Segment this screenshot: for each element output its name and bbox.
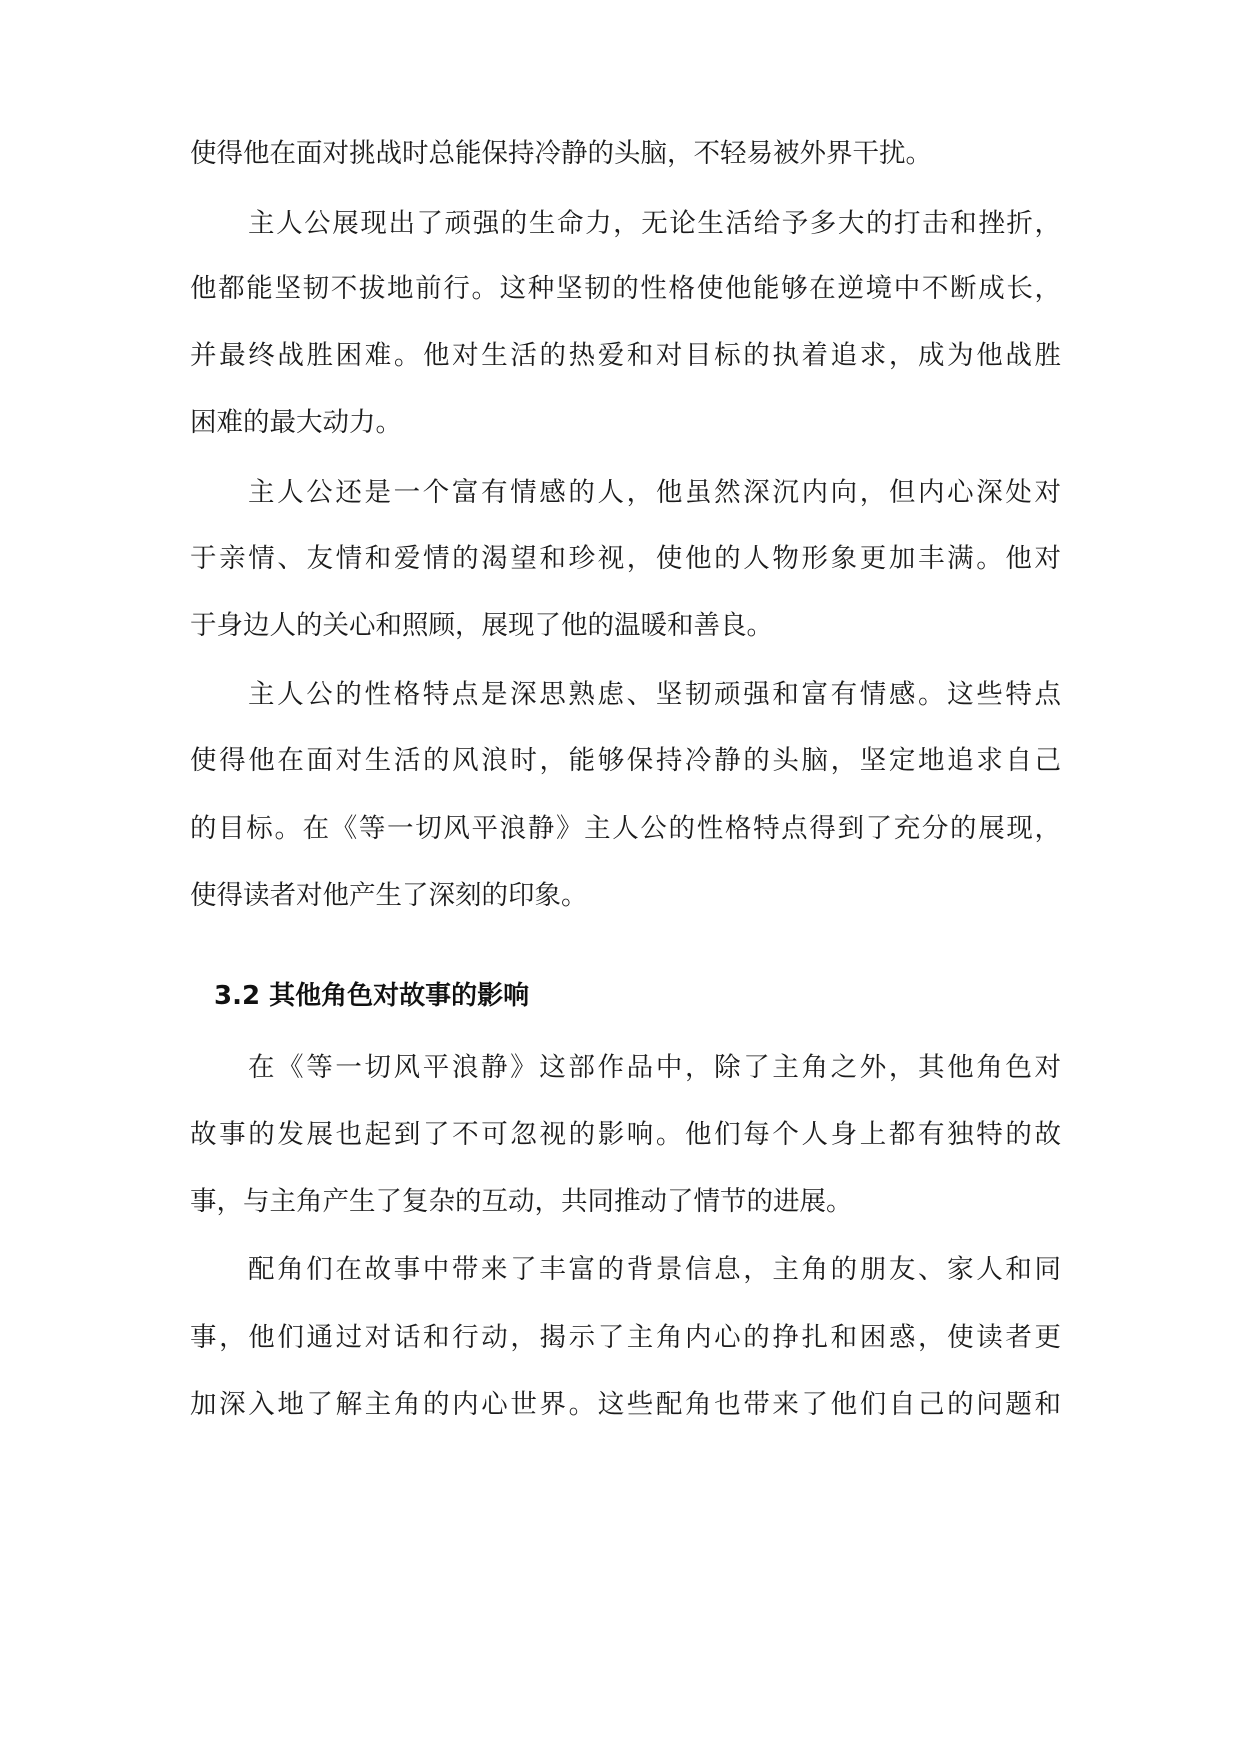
text-line: 使得他在面对生活的风浪时，能够保持冷静的头脑，坚定地追求自己: [190, 745, 1061, 776]
text-line: 事，他们通过对话和行动，揭示了主角内心的挣扎和困惑，使读者更: [190, 1322, 1061, 1353]
text-line: 于亲情、友情和爱情的渴望和珍视，使他的人物形象更加丰满。他对: [190, 543, 1061, 574]
text-line: 使得读者对他产生了深刻的印象。: [190, 880, 588, 911]
text-line: 的目标。在《等一切风平浪静》主人公的性格特点得到了充分的展现，: [190, 813, 1061, 844]
text-line: 加深入地了解主角的内心世界。这些配角也带来了他们自己的问题和: [190, 1389, 1061, 1420]
text-line: 在《等一切风平浪静》这部作品中，除了主角之外，其他角色对: [248, 1052, 1061, 1083]
text-line: 事，与主角产生了复杂的互动，共同推动了情节的进展。: [190, 1186, 853, 1217]
text-line: 主人公的性格特点是深思熟虑、坚韧顽强和富有情感。这些特点: [248, 679, 1061, 710]
text-line: 他都能坚韧不拔地前行。这种坚韧的性格使他能够在逆境中不断成长，: [190, 273, 1061, 304]
text-line: 配角们在故事中带来了丰富的背景信息，主角的朋友、家人和同: [248, 1254, 1061, 1285]
text-line: 故事的发展也起到了不可忽视的影响。他们每个人身上都有独特的故: [190, 1119, 1061, 1150]
text-line: 主人公还是一个富有情感的人，他虽然深沉内向，但内心深处对: [248, 477, 1061, 508]
text-line: 困难的最大动力。: [190, 407, 402, 438]
section-heading: 3.2 其他角色对故事的影响: [214, 981, 530, 1011]
text-line: 使得他在面对挑战时总能保持冷静的头脑，不轻易被外界干扰。: [190, 138, 932, 169]
text-line: 主人公展现出了顽强的生命力，无论生活给予多大的打击和挫折，: [248, 208, 1061, 239]
text-line: 于身边人的关心和照顾，展现了他的温暖和善良。: [190, 610, 773, 641]
text-line: 并最终战胜困难。他对生活的热爱和对目标的执着追求，成为他战胜: [190, 340, 1061, 371]
